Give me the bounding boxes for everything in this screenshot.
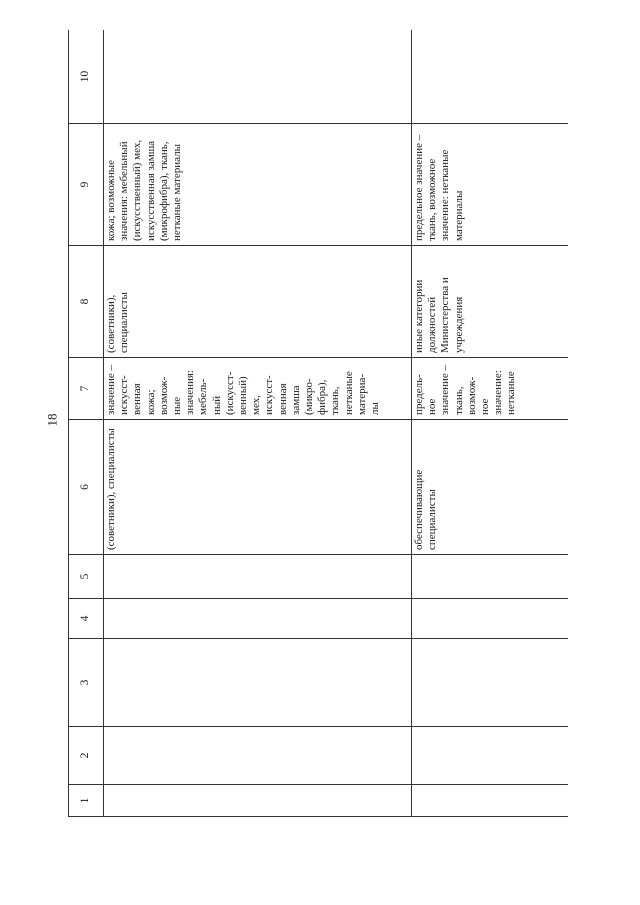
table-cell	[412, 639, 569, 727]
table-cell	[104, 30, 412, 124]
header-cell: 1	[69, 785, 104, 817]
table-cell	[412, 785, 569, 817]
data-table	[68, 30, 568, 817]
table-cell	[104, 599, 412, 639]
table-cell	[104, 555, 412, 599]
table-cell: кожа; возможные значения: мебельный (искусственный) мех, искусственная замша (микрофибра), ткань, нетканые материалы	[104, 124, 412, 246]
header-cell: 7	[69, 358, 104, 420]
table-cell	[412, 727, 569, 785]
table-cell: предельное значение – ткань, возможное значение: нетканые материалы	[412, 124, 569, 246]
table-row	[412, 30, 569, 817]
table-cell: (советники), специалисты	[104, 420, 412, 555]
table-cell: значение – искусст-венная кожа; возмож-ные значения: мебель-ный (искусст-венный) мех, искусст-венная замша (микро-фибра), ткань, нетканые материа-лы	[104, 358, 412, 420]
table-row	[104, 30, 412, 817]
table-cell: (советники), специалисты	[104, 246, 412, 358]
table-cell	[104, 785, 412, 817]
table-cell	[412, 30, 569, 124]
table-cell: обеспечивающие специалисты	[412, 420, 569, 555]
header-cell: 10	[69, 30, 104, 124]
header-cell: 2	[69, 727, 104, 785]
header-cell: 4	[69, 599, 104, 639]
header-cell: 6	[69, 420, 104, 555]
table-cell	[104, 639, 412, 727]
table-cell	[104, 727, 412, 785]
table-cell: предель-ное значение – ткань, возмож-ное значение: нетканые	[412, 358, 569, 420]
table-cell	[412, 555, 569, 599]
header-cell: 8	[69, 246, 104, 358]
header-cell: 5	[69, 555, 104, 599]
table-cell	[412, 599, 569, 639]
header-cell: 9	[69, 124, 104, 246]
header-cell: 3	[69, 639, 104, 727]
table-container	[68, 30, 568, 817]
header-row	[69, 30, 104, 817]
page-number: 18	[44, 413, 60, 427]
table-cell: иные категории должностей Министерства и учреждения	[412, 246, 569, 358]
